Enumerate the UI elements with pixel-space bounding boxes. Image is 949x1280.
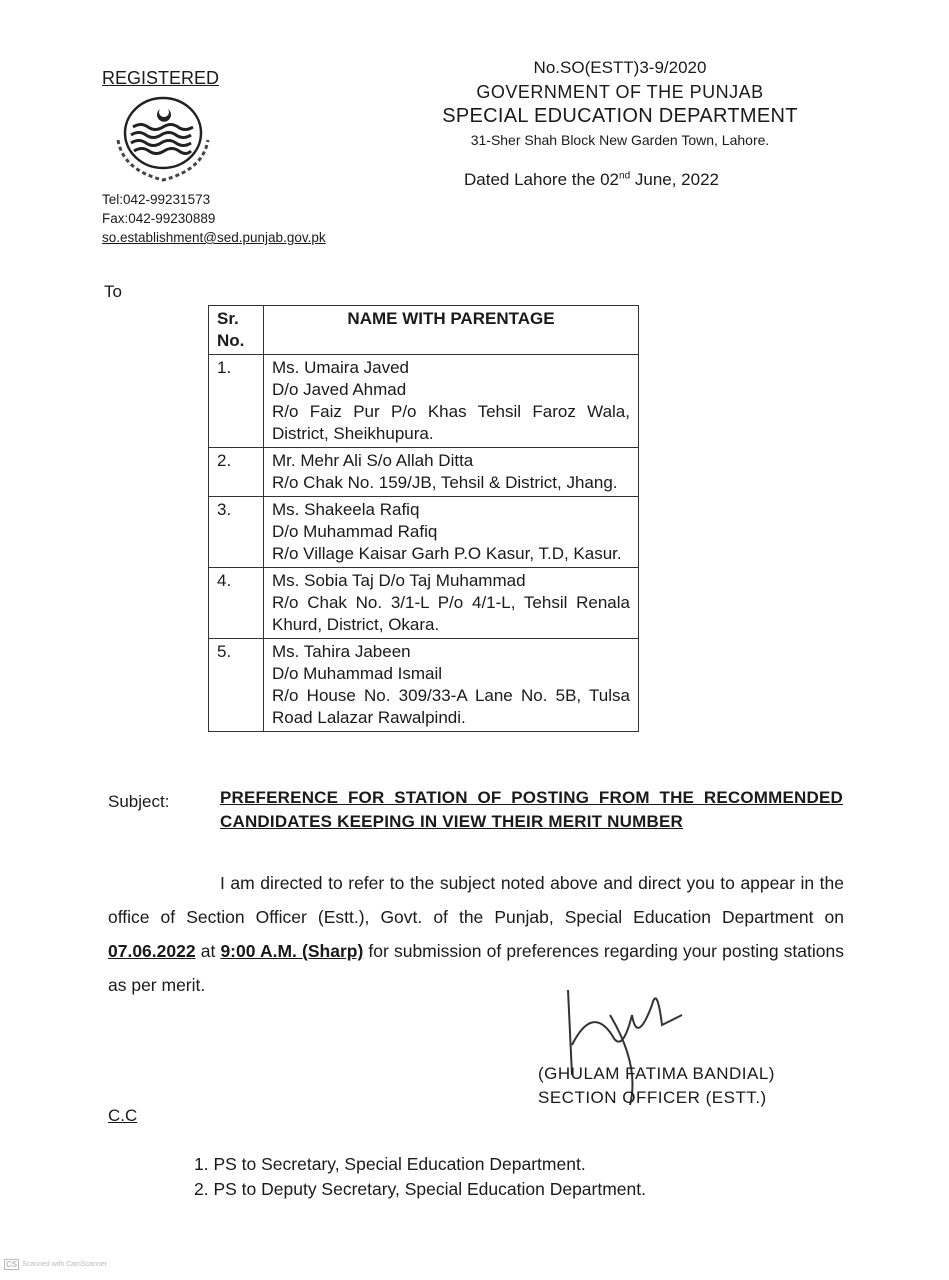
appearance-date: 07.06.2022: [108, 941, 196, 961]
contact-info: [102, 190, 326, 247]
subject-text: PREFERENCE FOR STATION OF POSTING FROM THE RECOMMENDED CANDIDATES KEEPING IN VIEW THEIR MERIT NUMBER: [220, 788, 843, 831]
signatory: [538, 1062, 775, 1110]
cc-item: 1. PS to Secretary, Special Education Department.: [194, 1154, 586, 1174]
row-line: R/o Village Kaisar Garh P.O Kasur, T.D, Kasur.: [272, 544, 622, 563]
row-name: [264, 568, 639, 639]
row-name: [264, 639, 639, 732]
email-link[interactable]: so.establishment@sed.punjab.gov.pk: [102, 230, 326, 245]
row-name: [264, 448, 639, 497]
fax: Fax:042-99230889: [102, 211, 216, 226]
row-line: R/o Chak No. 159/JB, Tehsil & District, Jhang.: [272, 473, 618, 492]
date-suffix: June, 2022: [630, 170, 719, 189]
row-sr: 5.: [209, 639, 264, 732]
punjab-emblem-icon: [108, 95, 218, 185]
table-row: [209, 355, 639, 448]
date-line: [464, 170, 719, 190]
government-title: GOVERNMENT OF THE PUNJAB: [476, 82, 764, 102]
cc-label: C.C: [108, 1106, 138, 1125]
table-row: [209, 568, 639, 639]
row-sr: 2.: [209, 448, 264, 497]
registered-label: REGISTERED: [102, 68, 220, 88]
recipients-table: [208, 305, 639, 732]
row-line: Ms. Shakeela Rafiq: [272, 500, 420, 519]
table-row: [209, 497, 639, 568]
row-name: [264, 497, 639, 568]
signatory-title: SECTION OFFICER (ESTT.): [538, 1088, 767, 1107]
signatory-name: (GHULAM FATIMA BANDIAL): [538, 1064, 775, 1083]
body-text-1: I am directed to refer to the subject noted above and direct you to appear in the office of Section Officer (Estt.), Govt. of the Punjab, Special Education Department on: [108, 873, 844, 927]
cc-item: 2. PS to Deputy Secretary, Special Education Department.: [194, 1179, 646, 1199]
row-sr: 3.: [209, 497, 264, 568]
reference-number: No.SO(ESTT)3-9/2020: [533, 58, 707, 77]
row-line: Mr. Mehr Ali S/o Allah Ditta: [272, 451, 474, 470]
row-line: R/o House No. 309/33-A Lane No. 5B, Tulsa Road Lalazar Rawalpindi.: [272, 686, 630, 727]
table-row: [209, 448, 639, 497]
tel: Tel:042-99231573: [102, 192, 211, 207]
appearance-time: 9:00 A.M. (Sharp): [220, 941, 364, 961]
department-address: 31-Sher Shah Block New Garden Town, Lahore.: [470, 132, 770, 148]
subject-label: Subject:: [108, 792, 170, 811]
date-sup: nd: [619, 170, 631, 182]
row-line: R/o Faiz Pur P/o Khas Tehsil Faroz Wala, District, Sheikhupura.: [272, 402, 630, 443]
date-prefix: Dated Lahore the 02: [464, 170, 620, 189]
row-name: [264, 355, 639, 448]
header-sr: Sr. No.: [209, 306, 264, 355]
row-sr: 4.: [209, 568, 264, 639]
watermark-text: Scanned with CamScanner: [22, 1261, 107, 1268]
header-name: NAME WITH PARENTAGE: [264, 306, 639, 355]
body-paragraph: [108, 866, 844, 1002]
row-line: R/o Chak No. 3/1-L P/o 4/1-L, Tehsil Renala Khurd, District, Okara.: [272, 593, 630, 634]
body-text-2: at: [195, 941, 221, 961]
row-line: Ms. Umaira Javed: [272, 358, 409, 377]
letterhead-header: [420, 56, 820, 152]
department-title: SPECIAL EDUCATION DEPARTMENT: [442, 105, 798, 127]
row-line: Ms. Tahira Jabeen: [272, 642, 411, 661]
camscanner-logo-icon: CS: [6, 1260, 18, 1269]
scanner-watermark: [4, 1259, 107, 1270]
to-label: To: [104, 282, 122, 301]
cc-list: [194, 1152, 646, 1202]
body-text-3: for submission of preferences regarding your posting stations as per merit.: [108, 941, 844, 995]
row-sr: 1.: [209, 355, 264, 448]
table-row: [209, 639, 639, 732]
row-line: D/o Muhammad Rafiq: [272, 522, 438, 541]
row-line: Ms. Sobia Taj D/o Taj Muhammad: [272, 571, 526, 590]
row-line: D/o Muhammad Ismail: [272, 664, 443, 683]
row-line: D/o Javed Ahmad: [272, 380, 407, 399]
